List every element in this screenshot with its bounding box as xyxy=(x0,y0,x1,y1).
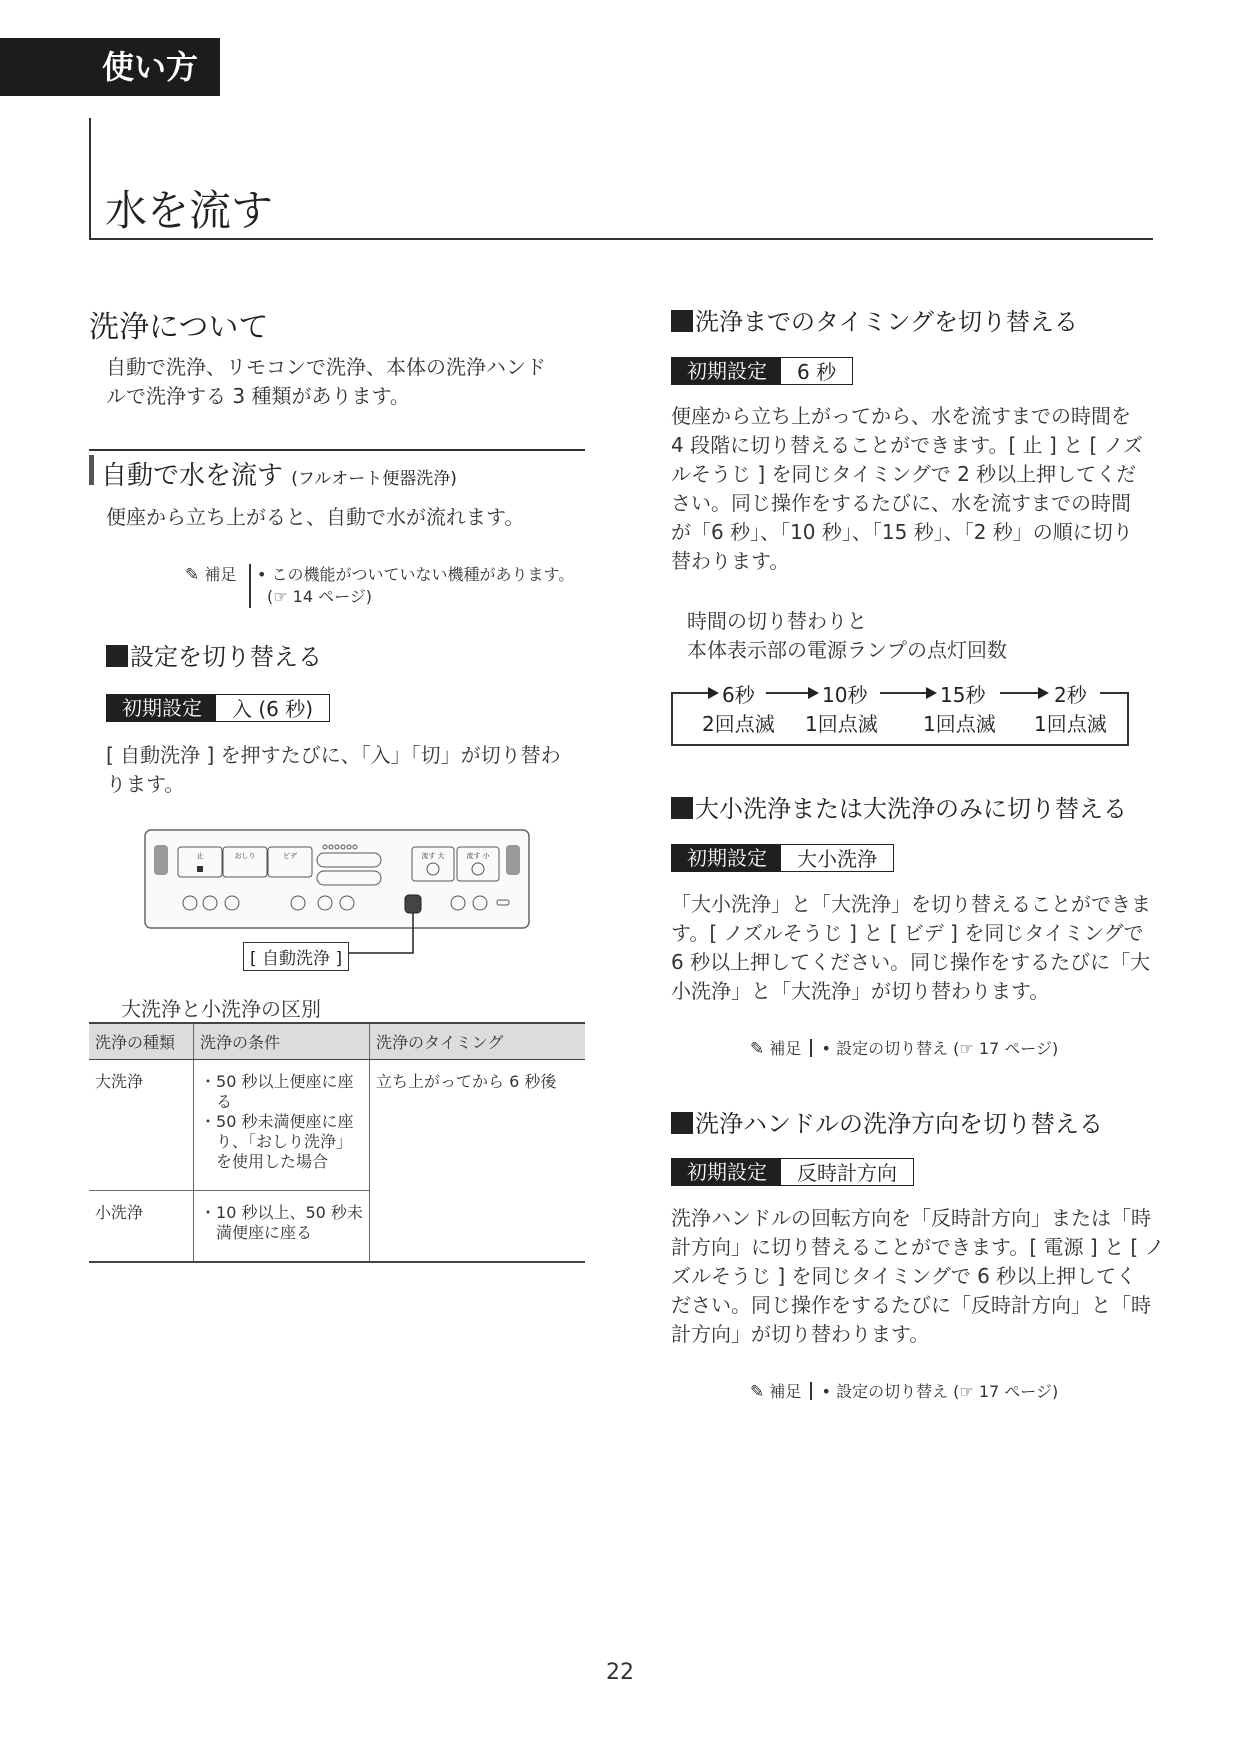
note-label: 補足 xyxy=(769,1382,802,1401)
handle-body-line: 計方向」に切り替えることができます。[ 電源 ] と [ ノ xyxy=(671,1235,1165,1259)
flush-type-table xyxy=(89,1022,585,1263)
handle-body-line: ズルそうじ ] を同じタイミングで 6 秒以上押してく xyxy=(671,1264,1137,1288)
timing-body-line: 替わります。 xyxy=(671,549,790,573)
size-body-line: 6 秒以上押してください。同じ操作をするたびに「大 xyxy=(671,950,1151,974)
sequence-time: 6秒 xyxy=(722,683,755,707)
sequence-blink: 1回点滅 xyxy=(1034,712,1107,736)
default-label: 初期設定 xyxy=(671,357,781,385)
note-divider xyxy=(249,564,251,608)
handle-body-line: ださい。同じ操作をするたびに「反時計方向」と「時 xyxy=(671,1293,1151,1317)
title-rule-horizontal xyxy=(89,238,1153,240)
table-cell-type: 小洗浄 xyxy=(89,1191,194,1263)
timing-body xyxy=(671,402,1143,576)
condition-item: ・ 50 秒未満便座に座り、「おしり洗浄」を使用した場合 xyxy=(200,1112,363,1172)
section-tab: 使い方 xyxy=(0,38,220,96)
page-number: 22 xyxy=(606,1660,634,1685)
about-body-line: 自動で洗浄、リモコンで洗浄、本体の洗浄ハンド xyxy=(106,355,546,379)
table-cell-type: 大洗浄 xyxy=(89,1060,194,1191)
title-rule-vertical xyxy=(89,118,91,240)
size-body-line: 小洗浄」と「大洗浄」が切り替わります。 xyxy=(671,979,1050,1003)
size-heading xyxy=(671,789,1127,824)
table-cell-conditions xyxy=(194,1191,370,1263)
auto-flush-heading-sub: (フルオート便器洗浄) xyxy=(291,469,457,489)
handle-heading xyxy=(671,1104,1103,1139)
auto-flush-heading-text: 自動で水を流す xyxy=(101,461,284,491)
sequence-caption-line: 本体表示部の電源ランプの点灯回数 xyxy=(687,638,1007,662)
auto-flush-body: 便座から立ち上がると、自動で水が流れます。 xyxy=(106,505,525,529)
timing-body-line: が「6 秒」、「10 秒」、「15 秒」、「2 秒」の順に切り xyxy=(671,520,1133,544)
square-bullet-icon xyxy=(671,797,693,819)
table-header-row xyxy=(89,1023,585,1060)
table-header: 洗浄のタイミング xyxy=(370,1023,586,1060)
default-value: 反時計方向 xyxy=(781,1158,914,1186)
sequence-caption-line: 時間の切り替わりと xyxy=(687,609,867,633)
arrow-right-icon xyxy=(708,687,719,699)
table-row xyxy=(89,1060,585,1191)
sequence-line xyxy=(880,692,926,694)
size-body xyxy=(671,890,1151,1006)
timing-body-line: さい。同じ操作をするたびに、水を流すまでの時間 xyxy=(671,491,1131,515)
arrow-right-icon xyxy=(1038,687,1049,699)
arrow-right-icon xyxy=(808,687,819,699)
about-heading: 洗浄について xyxy=(89,310,269,345)
default-label: 初期設定 xyxy=(106,694,216,722)
sequence-line xyxy=(1000,692,1038,694)
sequence-blink: 1回点滅 xyxy=(805,712,878,736)
auto-setting-heading xyxy=(106,637,322,672)
table-caption: 大洗浄と小洗浄の区別 xyxy=(121,997,321,1021)
pencil-icon: ✎ xyxy=(750,1382,765,1402)
default-setting-box xyxy=(671,1158,914,1186)
handle-body xyxy=(671,1204,1165,1349)
note-divider xyxy=(810,1039,812,1057)
square-bullet-icon xyxy=(106,645,128,667)
about-body xyxy=(106,353,546,411)
heading-accent-bar xyxy=(89,455,94,485)
note-label: 補足 xyxy=(769,1039,802,1058)
page-title: 水を流す xyxy=(105,186,274,235)
sequence-blink: 2回点滅 xyxy=(702,712,775,736)
note-text: • 設定の切り替え (☞ 17 ページ) xyxy=(821,1382,1059,1401)
auto-setting-body xyxy=(106,741,561,799)
default-value: 大小洗浄 xyxy=(781,844,894,872)
sequence-line xyxy=(671,692,708,694)
square-bullet-icon xyxy=(671,1112,693,1134)
table-cell-conditions xyxy=(194,1060,370,1191)
remote-stop-label: 止 xyxy=(196,852,204,860)
table-header: 洗浄の種類 xyxy=(89,1023,194,1060)
note-block xyxy=(750,1038,1058,1060)
arrow-right-icon xyxy=(926,687,937,699)
note-divider xyxy=(810,1382,812,1400)
size-heading-text: 大小洗浄または大洗浄のみに切り替える xyxy=(695,795,1127,823)
table-header: 洗浄の条件 xyxy=(194,1023,370,1060)
about-body-line: ルで洗浄する 3 種類があります。 xyxy=(106,384,410,408)
table-row xyxy=(89,1191,585,1263)
auto-flush-heading xyxy=(89,449,585,489)
auto-flush-callout: [ 自動洗浄 ] xyxy=(243,942,349,971)
default-label: 初期設定 xyxy=(671,844,781,872)
remote-oshiri-label: おしり xyxy=(234,852,256,860)
timing-heading xyxy=(671,302,1078,337)
auto-setting-body-line: [ 自動洗浄 ] を押すたびに、「入」「切」が切り替わ xyxy=(106,743,561,767)
default-value: 入 (6 秒) xyxy=(216,694,330,722)
auto-setting-heading-text: 設定を切り替える xyxy=(130,643,322,671)
condition-item: ・ 50 秒以上便座に座る xyxy=(200,1072,363,1112)
default-setting-box xyxy=(671,357,853,385)
default-setting-box xyxy=(106,694,330,722)
auto-setting-body-line: ります。 xyxy=(106,772,185,796)
note-label: 補足 xyxy=(204,565,237,584)
note-line: • この機能がついていない機種があります。 xyxy=(257,565,575,584)
default-setting-box xyxy=(671,844,894,872)
sequence-line xyxy=(766,692,808,694)
sequence-caption xyxy=(687,607,1007,665)
default-value: 6 秒 xyxy=(781,357,853,385)
sequence-time: 2秒 xyxy=(1054,683,1087,707)
timing-body-line: ルそうじ ] を同じタイミングで 2 秒以上押してくだ xyxy=(671,462,1137,486)
condition-item: ・ 10 秒以上、50 秒未満便座に座る xyxy=(200,1203,363,1243)
handle-body-line: 洗浄ハンドルの回転方向を「反時計方向」または「時 xyxy=(671,1206,1151,1230)
remote-nagasu-sho-label: 流す 小 xyxy=(466,852,490,860)
size-body-line: 「大小洗浄」と「大洗浄」を切り替えることができま xyxy=(671,892,1151,916)
handle-heading-text: 洗浄ハンドルの洗浄方向を切り替える xyxy=(695,1110,1103,1138)
note-block xyxy=(750,1381,1058,1403)
timing-heading-text: 洗浄までのタイミングを切り替える xyxy=(695,308,1079,336)
handle-body-line: 計方向」が切り替わります。 xyxy=(671,1322,930,1346)
timing-body-line: 便座から立ち上がってから、水を流すまでの時間を xyxy=(671,404,1131,428)
remote-bide-label: ビデ xyxy=(283,852,297,860)
pencil-icon: ✎ xyxy=(185,565,200,585)
default-label: 初期設定 xyxy=(671,1158,781,1186)
size-body-line: す。[ ノズルそうじ ] と [ ビデ ] を同じタイミングで xyxy=(671,921,1144,945)
table-cell-timing xyxy=(370,1191,586,1263)
remote-nagasu-dai-label: 流す 大 xyxy=(421,852,445,860)
note-text: • 設定の切り替え (☞ 17 ページ) xyxy=(821,1039,1059,1058)
sequence-line xyxy=(1100,692,1129,694)
note-page-ref: (☞ 14 ページ) xyxy=(267,587,373,606)
sequence-blink: 1回点滅 xyxy=(923,712,996,736)
pencil-icon: ✎ xyxy=(750,1039,765,1059)
square-bullet-icon xyxy=(671,310,693,332)
sequence-time: 15秒 xyxy=(940,683,986,707)
timing-body-line: 4 段階に切り替えることができます。[ 止 ] と [ ノズ xyxy=(671,433,1143,457)
sequence-time: 10秒 xyxy=(822,683,868,707)
table-cell-timing: 立ち上がってから 6 秒後 xyxy=(370,1060,586,1191)
